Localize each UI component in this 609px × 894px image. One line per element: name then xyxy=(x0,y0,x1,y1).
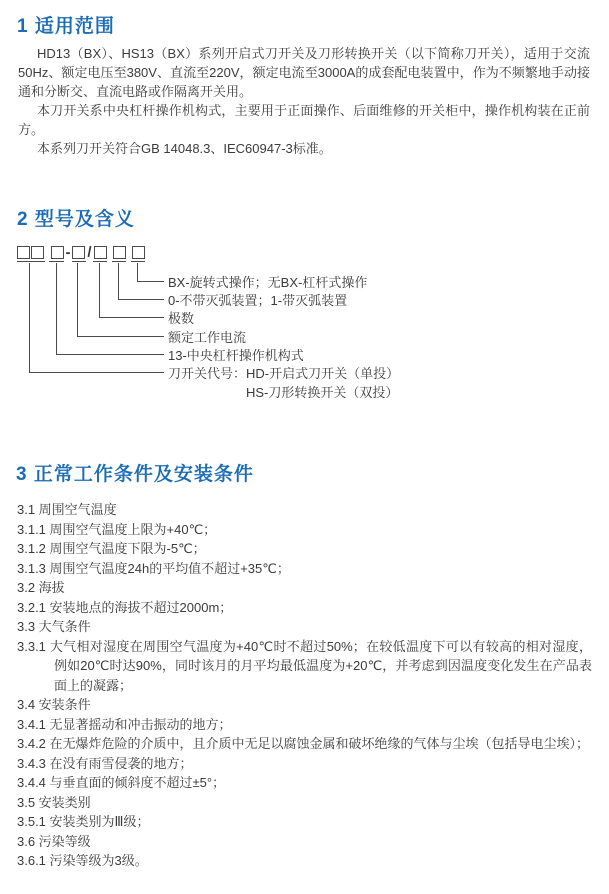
legend-arc-device: 0-不带灭弧装置；1-带灭弧装置 xyxy=(168,293,348,308)
paragraph: 本刀开关系中央杠杆操作机构式，主要用于正面操作、后面维修的开关柜中，操作机构装在正前方。 xyxy=(18,103,590,137)
underline-tick xyxy=(131,261,145,262)
model-code-box xyxy=(31,246,44,259)
list-item: 3.4 安装条件 xyxy=(17,697,91,712)
underline-tick xyxy=(72,261,86,262)
paragraph: HD13（BX）、HS13（BX）系列开启式刀开关及刀形转换开关（以下简称刀开关），适用于交流50Hz、额定电压至380V、直流至220V，额定电流至3000A的成套配电装置中，作为不频繁地手动接通和分断交、直流电路或作隔离开关用。 xyxy=(18,46,590,99)
section1-title: 1 适用范围 xyxy=(17,16,115,37)
legend-operation-type: BX-旋转式操作；无BX-杠杆式操作 xyxy=(168,275,368,290)
list-item: 3.4.2 在无爆炸危险的介质中，且介质中无足以腐蚀金属和破坏绝缘的气体与尘埃（包括导电尘埃）； xyxy=(17,736,590,751)
list-item: 3.4.3 在没有雨雪侵袭的地方； xyxy=(17,755,193,771)
list-item: 3.4.4 与垂直面的倾斜度不超过±5°； xyxy=(17,775,226,790)
list-item: 3.1 周围空气温度 xyxy=(17,502,117,517)
model-code-box xyxy=(132,246,145,259)
model-code-box xyxy=(94,246,107,259)
legend-switch-code-hs: HS-刀形转换开关（双投） xyxy=(246,385,399,400)
list-item: 3.4.1 无显著摇动和冲击振动的地方； xyxy=(17,716,232,732)
underline-tick xyxy=(93,261,107,262)
list-item: 3.6 污染等级 xyxy=(17,833,91,849)
underline-tick xyxy=(49,261,64,262)
section3-title: 3 正常工作条件及安装条件 xyxy=(16,464,254,485)
paragraph: 本系列刀开关符合GB 14048.3、IEC60947-3标准。 xyxy=(37,141,332,156)
model-code-slash: / xyxy=(87,244,92,261)
underline-tick xyxy=(17,261,45,262)
list-item: 3.1.1 周围空气温度上限为+40℃； xyxy=(17,521,217,537)
list-item: 3.1.3 周围空气温度24h的平均值不超过+35℃； xyxy=(17,560,290,576)
section2-title: 2 型号及含义 xyxy=(17,209,135,230)
legend-switch-code-hd: 刀开关代号：HD-开启式刀开关（单投） xyxy=(168,366,400,381)
list-item: 3.2 海拔 xyxy=(17,580,65,595)
legend-rated-current: 额定工作电流 xyxy=(168,330,247,345)
underline-tick xyxy=(112,261,126,262)
list-item: 3.3 大气条件 xyxy=(17,619,91,634)
section1-body xyxy=(18,44,590,158)
model-code-dash: - xyxy=(65,244,71,261)
model-code-box xyxy=(17,246,30,259)
model-code-box xyxy=(113,246,126,259)
list-item: 3.3.1 大气相对湿度在周围空气温度为+40℃时不超过50%；在较低温度下可以有较高的相对湿度，例如20℃时达90%，同时该月的月平均最低温度为+20℃，并考虑到因温度变化发生在产品表面上的凝露； xyxy=(17,638,592,693)
list-item: 3.5 安装类别 xyxy=(17,794,91,810)
legend-poles: 极数 xyxy=(168,311,195,326)
list-item: 3.2.1 安装地点的海拔不超过2000m； xyxy=(17,599,233,615)
list-item: 3.5.1 安装类别为Ⅲ级； xyxy=(17,814,150,829)
section3-list xyxy=(17,500,592,871)
legend-mechanism: 13-中央杠杆操作机构式 xyxy=(168,348,304,363)
connector-line xyxy=(137,263,164,282)
list-item: 3.1.2 周围空气温度下限为-5℃； xyxy=(17,541,206,556)
list-item: 3.6.1 污染等级为3级。 xyxy=(17,853,148,868)
